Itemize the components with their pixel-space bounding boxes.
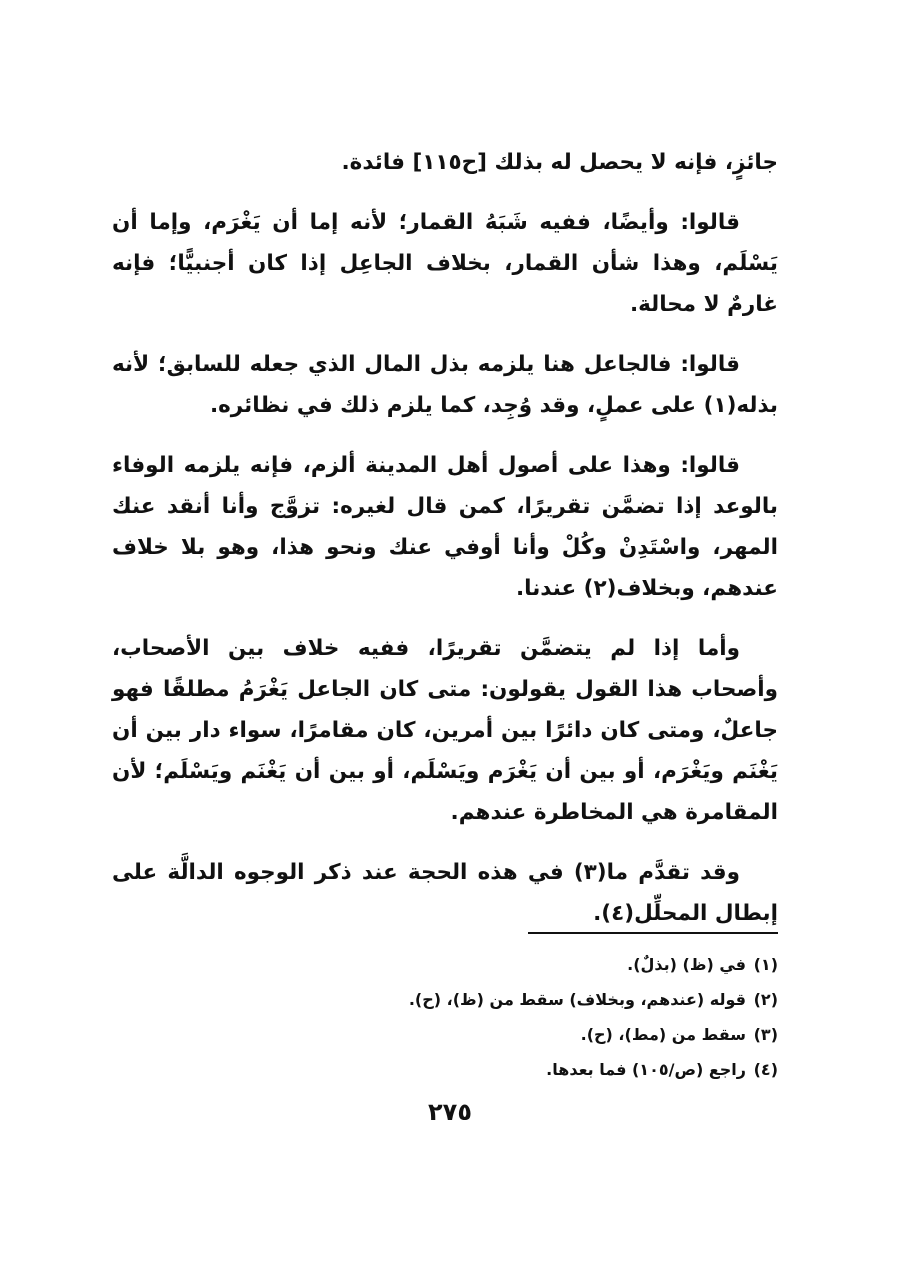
footnote-number: (١): [753, 955, 778, 974]
paragraph: وقد تقدَّم ما(٣) في هذه الحجة عند ذكر الوجوه الدالَّة على إبطال المحلِّل(٤).: [112, 860, 778, 926]
main-text: [112, 142, 778, 953]
footnote-item: [300, 982, 778, 1017]
footnote-text: قوله (عندهم، وبخلاف) سقط من (ظ)، (ح).: [408, 990, 746, 1009]
paragraph: قالوا: وهذا على أصول أهل المدينة ألزم، فإنه يلزمه الوفاء بالوعد إذا تضمَّن تقريرًا، كمن قال لغيره: تزوَّج وأنا أنقد عنك المهر، واسْتَدِنْ وكُلْ وأنا أوفي عنك ونحو هذا، وهو بلا خلاف عندهم، وبخلاف(٢) عندنا.: [112, 453, 778, 601]
paragraph: قالوا: وأيضًا، ففيه شَبَهُ القمار؛ لأنه إما أن يَغْرَم، وإما أن يَسْلَم، وهذا شأن القمار، بخلاف الجاعِل إذا كان أجنبيًّا؛ فإنه غارمٌ لا محالة.: [112, 210, 778, 317]
footnote-text: راجع (ص/١٠٥) فما بعدها.: [546, 1060, 746, 1079]
footnote-number: (٢): [753, 990, 778, 1009]
footnote-item: [300, 1052, 778, 1087]
paragraph: جائزٍ، فإنه لا يحصل له بذلك [ح١١٥] فائدة.: [341, 150, 778, 175]
footnote-number: (٣): [753, 1025, 778, 1044]
paragraph: وأما إذا لم يتضمَّن تقريرًا، ففيه خلاف بين الأصحاب، وأصحاب هذا القول يقولون: متى كان الجاعل يَغْرَمُ مطلقًا فهو جاعلٌ، ومتى كان دائرًا بين أمرين، كان مقامرًا، سواء دار بين أن يَغْنَم ويَغْرَم، أو بين أن يَغْرَم ويَسْلَم، أو بين أن يَغْنَم ويَسْلَم؛ لأن المقامرة هي المخاطرة عندهم.: [112, 636, 778, 825]
footnote-separator: [528, 932, 778, 934]
footnote-number: (٤): [753, 1060, 778, 1079]
footnotes: [300, 947, 778, 1087]
footnote-item: [300, 1017, 778, 1052]
page-number: ٢٧٥: [428, 1098, 472, 1126]
paragraph: قالوا: فالجاعل هنا يلزمه بذل المال الذي جعله للسابق؛ لأنه بذله(١) على عملٍ، وقد وُجِد، كما يلزم ذلك في نظائره.: [112, 352, 778, 418]
footnote-item: [300, 947, 778, 982]
footnote-text: سقط من (مط)، (ح).: [580, 1025, 746, 1044]
footnote-text: في (ظ) (بذلٌ).: [627, 955, 746, 974]
